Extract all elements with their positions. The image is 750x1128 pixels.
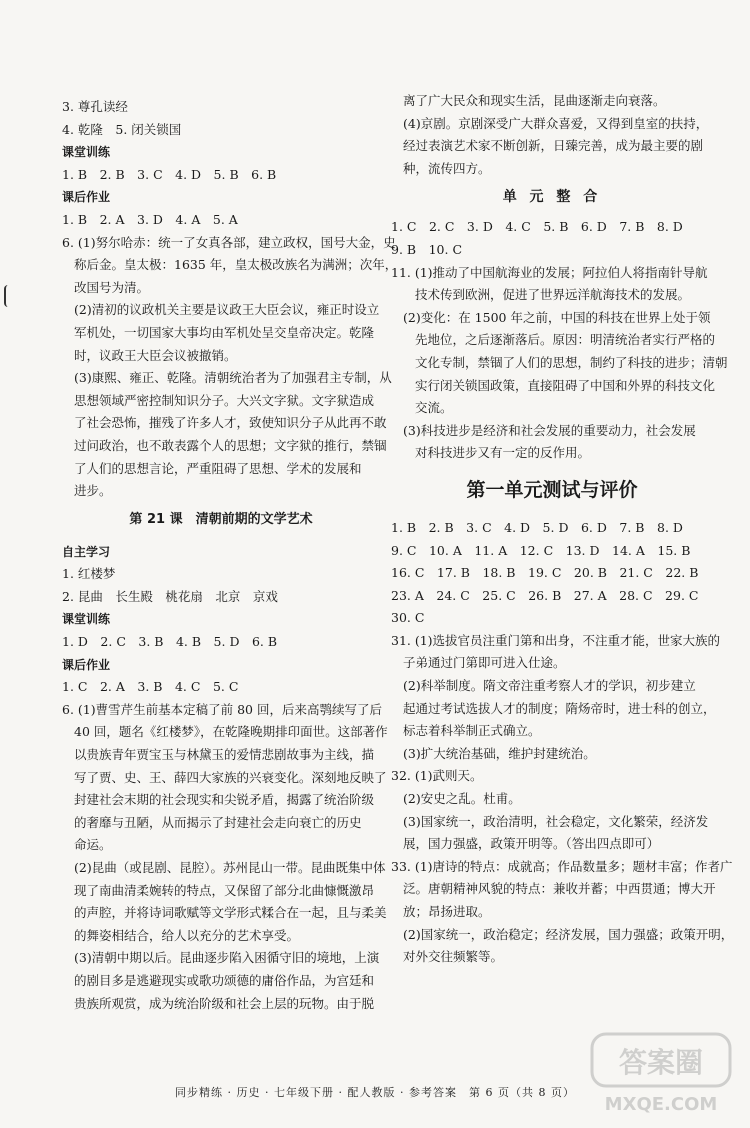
answer-line: 起通过考试选拔人才的制度；隋炀帝时，进士科的创立，: [403, 700, 716, 716]
answer-line: 泛。唐朝精神风貌的特点：兼收并蓄；中西贯通；博大开: [403, 881, 716, 897]
answer-line: 9. B 10. C: [391, 241, 463, 257]
answer-line: 6. (1)努尔哈赤：统一了女真各部，建立政权，国号大金，史: [62, 234, 396, 250]
answer-line: 放；昂扬进取。: [403, 904, 491, 919]
section-heading: 课后作业: [62, 657, 111, 672]
answer-line: (2)安史之乱。杜甫。: [403, 791, 521, 807]
answer-line: 32. (1)武则天。: [391, 768, 483, 784]
answer-line: 交流。: [415, 400, 453, 416]
section-heading: 课堂训练: [62, 612, 111, 627]
answer-line: 技术传到欧洲，促进了世界远洋航海技术的发展。: [415, 287, 691, 303]
answer-line: 时，议政王大臣会议被撤销。: [74, 347, 237, 363]
answer-line: 30. C: [391, 610, 425, 626]
answer-line: 1. B 2. A 3. D 4. A 5. A: [62, 211, 238, 227]
answer-line: 封建社会末期的社会现实和尖锐矛盾，揭露了统治阶级: [74, 792, 375, 808]
answer-line: 先地位，之后逐渐落后。原因：明清统治者实行严格的: [415, 332, 716, 348]
answer-line: 以贵族青年贾宝玉与林黛玉的爱情悲剧故事为主线，描: [74, 747, 375, 763]
answer-line: 现了南曲清柔婉转的特点，又保留了部分北曲慷慨激昂: [74, 882, 375, 898]
section-heading: 课堂训练: [62, 145, 111, 160]
answer-line: (3)国家统一，政治清明，社会稳定，文化繁荣，经济发: [403, 813, 709, 829]
lesson-title: 第 21 课 清朝前期的文学艺术: [129, 511, 313, 527]
answer-line: 离了广大民众和现实生活，昆曲逐渐走向衰落。: [403, 93, 666, 108]
binding-mark: [4, 285, 12, 307]
answer-line: 1. B 2. B 3. C 4. D 5. D 6. D 7. B 8. D: [391, 519, 683, 535]
answer-line: 16. C 17. B 18. B 19. C 20. B 21. C 22. B: [391, 565, 699, 581]
section-heading: 课后作业: [62, 190, 111, 205]
answer-line: 3. 尊孔读经: [62, 99, 128, 114]
answer-line: 对外交往频繁等。: [403, 949, 504, 965]
answer-line: 的剧目多是逃避现实或歌功颂德的庸俗作品，为宫廷和: [74, 972, 375, 988]
answer-line: 11. (1)推动了中国航海业的发展；阿拉伯人将指南针导航: [391, 264, 708, 280]
answer-line: 了社会恐怖，摧残了许多人才，致使知识分子从此再不敢: [74, 415, 387, 431]
answer-line: 31. (1)选拔官员注重门第和出身，不注重才能，世家大族的: [391, 632, 721, 648]
answer-line: 写了贾、史、王、薛四大家族的兴衰变化。深刻地反映了: [74, 769, 387, 785]
answer-line: (2)科举制度。隋文帝注重考察人才的学识，初步建立: [403, 678, 696, 694]
answer-line: 展，国力强盛，政策开明等。（答出四点即可）: [403, 836, 660, 852]
watermark-logo: [586, 1028, 736, 1118]
answer-line: 1. D 2. C 3. B 4. B 5. D 6. B: [62, 634, 278, 650]
answer-line: 1. B 2. B 3. C 4. D 5. B 6. B: [62, 166, 277, 182]
answer-line: (3)扩大统治基础，维护封建统治。: [403, 745, 596, 761]
answer-line: 23. A 24. C 25. C 26. B 27. A 28. C 29. C: [391, 587, 699, 603]
answer-line: 的声腔，并将诗词歌赋等文学形式糅合在一起，且与柔美: [74, 905, 387, 921]
answer-line: 了人们的思想言论，严重阻碍了思想、学术的发展和: [74, 460, 362, 476]
right-column: [391, 90, 734, 969]
answer-line: 过问政治，也不敢表露个人的思想；文字狱的推行，禁锢: [74, 437, 387, 453]
answer-line: 经过表演艺术家不断创新，日臻完善，成为最主要的剧: [403, 138, 704, 154]
answer-line: 进步。: [74, 483, 112, 499]
answer-line: (3)科技进步是经济和社会发展的重要动力，社会发展: [403, 422, 696, 438]
answer-line: 种，流传四方。: [403, 160, 491, 176]
svg-text:MXQE.COM: MXQE.COM: [604, 1094, 718, 1115]
answer-line: 对科技进步又有一定的反作用。: [415, 445, 591, 461]
answer-line: 40 回，题名《红楼梦》，在乾隆晚期排印面世。这部著作: [74, 724, 388, 740]
page-footer: 同步精练 · 历史 · 七年级下册 · 配人教版 · 参考答案 第 6 页（共 8 页）: [175, 1086, 575, 1099]
answer-line: 改国号为清。: [74, 279, 150, 295]
answer-line: 2. 昆曲 长生殿 桃花扇 北京 京戏: [62, 588, 278, 604]
answer-line: 思想领域严密控制知识分子。大兴文字狱。文字狱造成: [74, 392, 375, 408]
answer-line: 4. 乾隆 5. 闭关锁国: [62, 121, 182, 137]
answer-line: (3)清朝中期以后。昆曲逐步陷入困循守旧的境地，上演: [74, 950, 380, 966]
answer-line: 33. (1)唐诗的特点：成就高；作品数量多；题材丰富；作者广: [391, 858, 733, 874]
answer-line: (2)变化：在 1500 年之前，中国的科技在世界上处于领: [403, 309, 711, 325]
section-heading: 自主学习: [62, 544, 111, 559]
answer-line: 的舞姿相结合，给人以充分的艺术享受。: [74, 927, 300, 943]
answer-line: 的奢靡与丑陋，从而揭示了封建社会走向衰亡的历史: [74, 814, 362, 830]
answer-line: 1. 红楼梦: [62, 566, 116, 582]
left-column: [62, 96, 398, 1015]
answer-line: 6. (1)曹雪芹生前基本定稿了前 80 回，后来高鹗续写了后: [62, 701, 382, 717]
answer-line: (2)国家统一，政治稳定；经济发展，国力强盛；政策开明，: [403, 926, 734, 942]
answer-line: 命运。: [74, 837, 112, 853]
answer-line: 标志着科举制正式确立。: [403, 723, 541, 739]
answer-line: 实行闭关锁国政策，直接阻碍了中国和外界的科技文化: [415, 377, 716, 393]
answer-line: (4)京剧。京剧深受广大群众喜爱，又得到皇室的扶持，: [403, 115, 709, 131]
svg-text:答案圈: 答案圈: [618, 1046, 704, 1079]
answer-line: 1. C 2. A 3. B 4. C 5. C: [62, 679, 239, 695]
answer-line: (3)康熙、雍正、乾隆。清朝统治者为了加强君主专制，从: [74, 370, 392, 386]
answer-line: 军机处，一切国家大事均由军机处呈交皇帝决定。乾隆: [74, 324, 375, 340]
answer-line: 9. C 10. A 11. A 12. C 13. D 14. A 15. B: [391, 542, 691, 558]
answer-line: 子弟通过门第即可进入仕途。: [403, 655, 566, 671]
answer-line: 贵族所观赏，成为统治阶级和社会上层的玩物。由于脱: [74, 995, 375, 1011]
test-title: 第一单元测试与评价: [466, 478, 638, 501]
answer-line: (2)昆曲（或昆剧、昆腔）。苏州昆山一带。昆曲既集中体: [74, 860, 386, 875]
answer-line: 1. C 2. C 3. D 4. C 5. B 6. D 7. B 8. D: [391, 219, 683, 235]
answer-line: 称后金。皇太极：1635 年，皇太极改族名为满洲；次年，: [74, 257, 398, 273]
answer-line: (2)清初的议政机关主要是议政王大臣会议，雍正时设立: [74, 302, 380, 318]
unit-title: 单 元 整 合: [502, 189, 602, 206]
answer-line: 文化专制，禁锢了人们的思想，制约了科技的进步；清朝: [415, 354, 728, 370]
